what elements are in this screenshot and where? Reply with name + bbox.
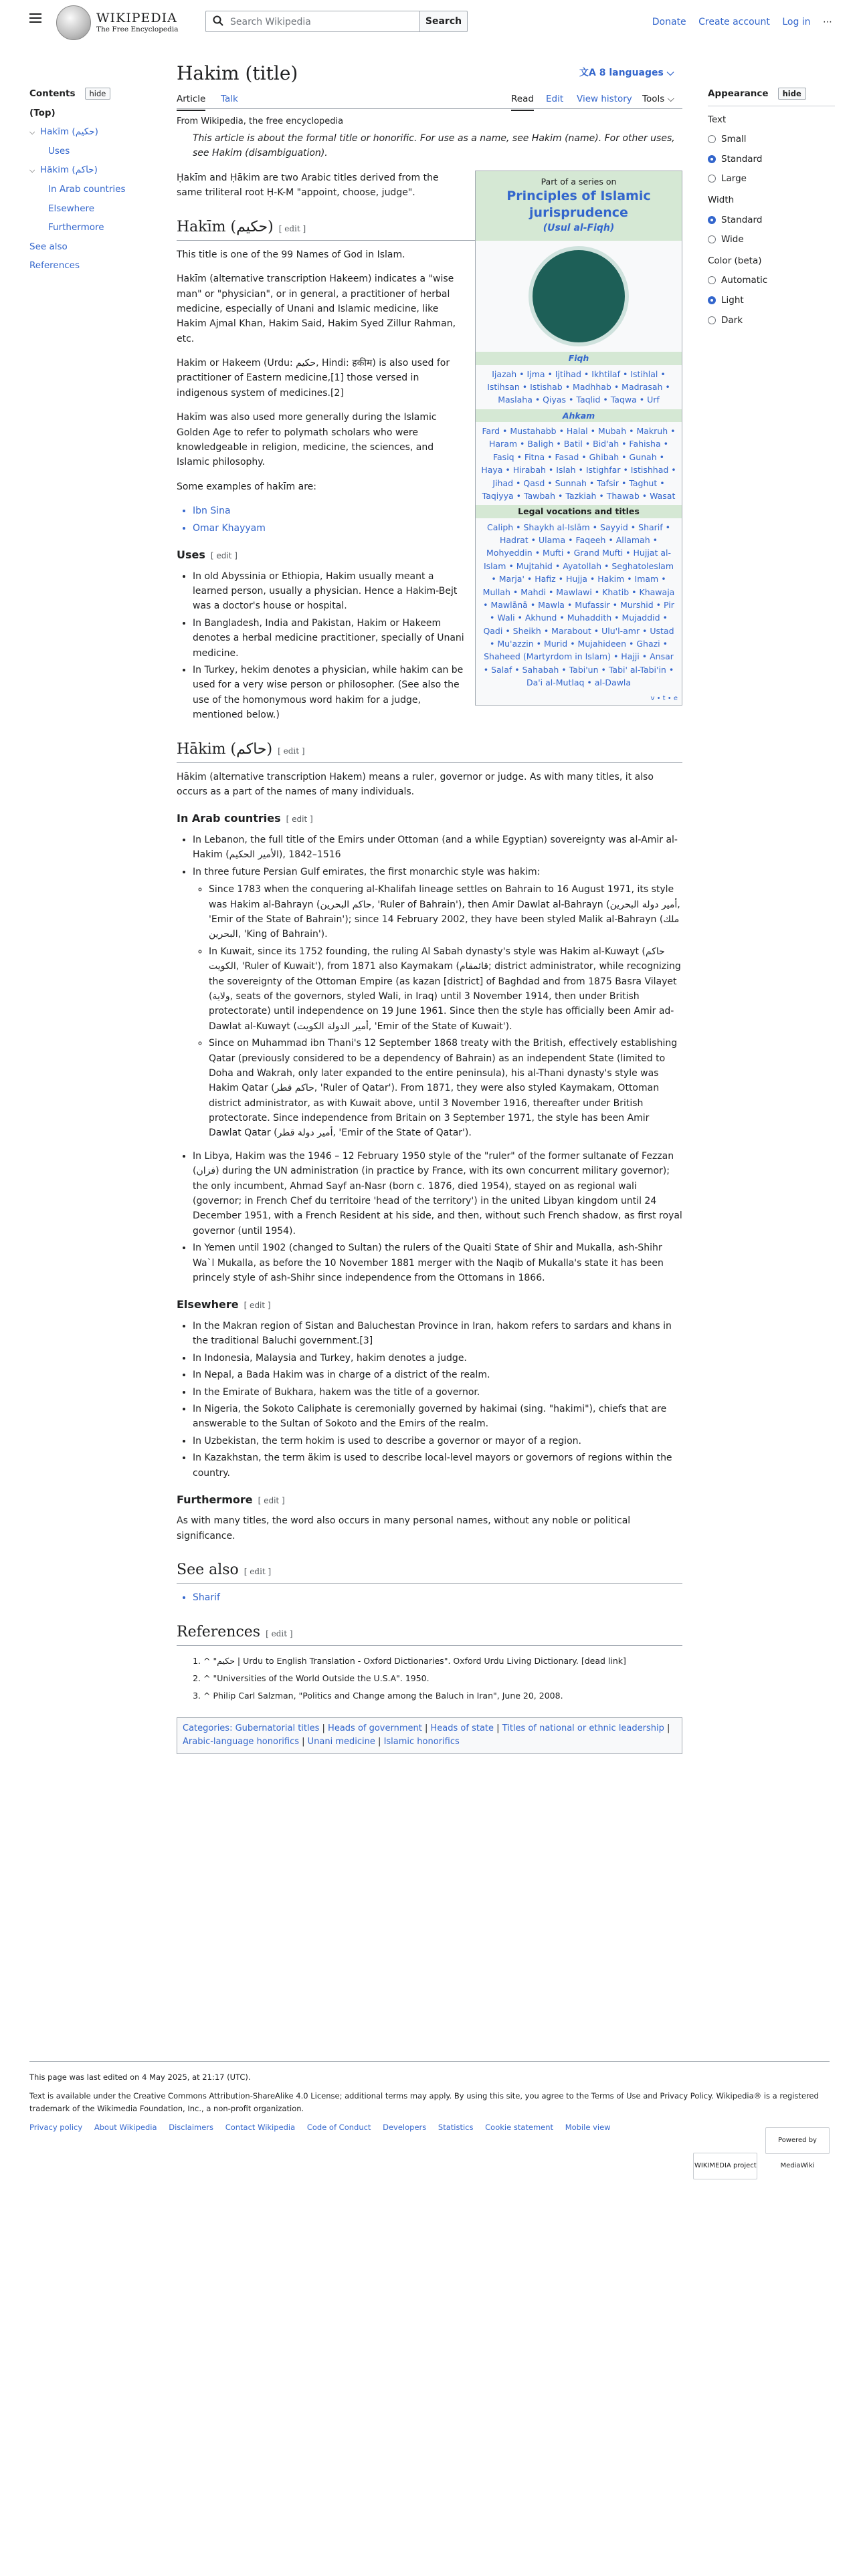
paragraph: As with many titles, the word also occurs in many personal names, without any noble or political significance. — [177, 1515, 631, 1541]
intro-paragraph: Ḥakīm and Ḥākim are two Arabic titles derived from the same triliteral root Ḥ-K-M "appoint, choose, judge". — [177, 172, 439, 199]
radio-icon[interactable] — [708, 296, 716, 304]
hatnote: This article is about the formal title or honorific. For use as a name, see Hakim (name). For other uses, see Hakim (disambiguation). — [193, 133, 675, 159]
main-menu-icon[interactable] — [29, 13, 41, 23]
mediawiki-badge[interactable]: Powered by MediaWiki — [765, 2127, 830, 2154]
heading-text: See also — [177, 1562, 239, 1579]
edit-section-link[interactable]: [ edit ] — [258, 1495, 285, 1505]
islamic-seal-image[interactable] — [529, 246, 629, 346]
infobox-vocations-heading: Legal vocations and titles — [476, 505, 682, 518]
option-label: Standard — [721, 214, 763, 225]
infobox-fiqh-heading[interactable]: Fiqh — [476, 352, 682, 364]
color-dark-option[interactable] — [708, 314, 835, 328]
gulf-list — [193, 882, 682, 1141]
heading-text: Elsewhere — [177, 1298, 239, 1311]
radio-icon[interactable] — [708, 276, 716, 284]
list-item — [193, 865, 682, 1141]
footer-link[interactable]: Contact Wikipedia — [225, 2123, 296, 2133]
heading-text: In Arab countries — [177, 812, 281, 825]
footer-link[interactable]: Mobile view — [565, 2123, 611, 2133]
search-icon — [213, 15, 223, 31]
language-button[interactable] — [579, 66, 674, 80]
radio-icon[interactable] — [708, 235, 716, 243]
heading-text: References — [177, 1623, 261, 1640]
wikipedia-tagline: The Free Encyclopedia — [96, 25, 179, 33]
reference-item[interactable]: 1. ^ "حکیم | Urdu to English Translation - Oxford Dictionaries". Oxford Urdu Living Dictionary. [dead link] — [203, 1654, 682, 1668]
category-link[interactable]: Gubernatorial titles — [235, 1723, 320, 1733]
chevron-down-icon: ⌵ — [667, 94, 674, 104]
language-count: 8 languages — [599, 68, 664, 78]
category-link[interactable]: Islamic honorifics — [383, 1737, 460, 1747]
toc-item-arab[interactable]: In Arab countries — [48, 183, 126, 195]
option-label: Wide — [721, 234, 744, 245]
list-item: • In the Emirate of Bukhara, hakem was the title of a governor. — [193, 1385, 682, 1400]
radio-icon[interactable] — [708, 216, 716, 224]
toc-item-hakim[interactable] — [29, 125, 150, 140]
arab-list — [177, 833, 682, 1285]
radio-icon[interactable] — [708, 175, 716, 183]
footer-link[interactable]: Code of Conduct — [306, 2123, 371, 2133]
footer-link[interactable]: Developers — [383, 2123, 427, 2133]
chevron-down-icon[interactable]: ⌵ — [29, 166, 35, 175]
section-heading-furthermore — [177, 1491, 682, 1509]
toc-item-see-also[interactable]: See also — [29, 241, 68, 252]
toc-hide-button[interactable]: hide — [85, 88, 111, 100]
site-sub: From Wikipedia, the free encyclopedia — [177, 116, 344, 126]
footer-link[interactable]: Disclaimers — [169, 2123, 214, 2133]
user-links — [643, 15, 832, 29]
tools-label: Tools — [642, 94, 665, 104]
appearance-title: Appearance — [708, 88, 769, 99]
radio-icon[interactable] — [708, 316, 716, 324]
heading-text: Hākim (حاكم) — [177, 740, 273, 758]
list-item[interactable]: • Sharif — [193, 1590, 682, 1605]
category-link[interactable]: Arabic-language honorifics — [183, 1737, 300, 1747]
more-options-icon[interactable]: ⋯ — [823, 17, 832, 27]
option-label: Standard — [721, 153, 763, 165]
list-item[interactable]: • Omar Khayyam — [193, 521, 682, 536]
search-form — [205, 11, 473, 32]
color-label: Color (beta) — [708, 255, 762, 266]
tab-talk[interactable]: Talk — [221, 94, 238, 104]
list-item: • In the Makran region of Sistan and Baluchestan Province in Iran, hakom refers to sardars and khans in the traditional Baluchi government.[3] — [193, 1319, 682, 1349]
option-label: Light — [721, 294, 744, 306]
tab-edit[interactable]: Edit — [546, 94, 564, 104]
toc-item-furthermore[interactable]: Furthermore — [48, 222, 104, 233]
infobox-title[interactable]: Principles of Islamic jurisprudence — [506, 189, 651, 220]
footer-link[interactable]: Privacy policy — [29, 2123, 83, 2133]
section-heading-elsewhere — [177, 1296, 682, 1313]
width-standard-option[interactable] — [708, 213, 835, 228]
list-item: • In Uzbekistan, the term hokim is used to describe a governor or mayor of a region. — [193, 1434, 682, 1448]
category-link[interactable]: Heads of state — [430, 1723, 494, 1733]
chevron-down-icon: ⌵ — [666, 68, 674, 78]
last-edited: This page was last edited on 4 May 2025, at 21:17 (UTC). — [29, 2072, 251, 2082]
infobox-vocations-list[interactable]: Caliph • Shaykh al-Islām • Sayyid • Sharif • Hadrat • Ulama • Faqeeh • Allamah • Mohyeddin • Mufti • Grand Mufti • Hujjat al-Islam • Mujtahid • Ayatollah • Seghatoleslam • Marja' • Hafiz • Hujja • Hakim • Imam • Mullah • Mahdi • Mawlawi • Khatib • Khawaja • Mawlānā • Mawla • Mufassir • Murshid • Pir • Wali • Akhund • Muhaddith • Mujaddid • Qadi • Sheikh • Marabout • Ulu'l-amr • Ustad • Mu'azzin • Murid • Mujahideen • Ghazi • Shaheed (Martyrdom in Islam) • Hajji • Ansar • Salaf • Sahabah • Tabi'un • Tabi' al-Tabi'in • Da'i al-Mutlaq • al-Dawla — [482, 522, 675, 688]
category-link[interactable]: Unani medicine — [307, 1737, 375, 1747]
radio-icon[interactable] — [708, 155, 716, 163]
toc-item-uses[interactable]: Uses — [48, 145, 70, 156]
text-small-option[interactable] — [708, 132, 835, 147]
category-link[interactable]: Titles of national or ethnic leadership — [502, 1723, 664, 1733]
footer-link[interactable]: About Wikipedia — [94, 2123, 157, 2133]
footer-link[interactable]: Statistics — [438, 2123, 474, 2133]
toc-item-references[interactable]: References — [29, 260, 80, 272]
toc-title: Contents — [29, 88, 76, 99]
section-heading-hakim2 — [177, 738, 682, 763]
edit-section-link[interactable]: [ edit ] — [286, 815, 313, 825]
search-button[interactable]: Search — [419, 11, 468, 32]
chevron-down-icon[interactable]: ⌵ — [29, 128, 35, 137]
language-icon: 文A — [579, 68, 599, 78]
paragraph: Hākim (alternative transcription Hakem) means a ruler, governor or judge. As with many titles, it also occurs as a part of the names of many individuals. — [177, 771, 654, 798]
option-label: Small — [721, 134, 747, 145]
reference-item[interactable]: 2. ^ "Universities of the World Outside the U.S.A". 1950. — [203, 1672, 682, 1685]
reference-item[interactable]: 3. ^ Philip Carl Salzman, "Politics and Change among the Baluch in Iran", June 20, 2008. — [203, 1689, 682, 1703]
toc-link[interactable]: Hakīm (حكيم) — [40, 126, 98, 138]
tab-view-history[interactable]: View history — [577, 94, 632, 104]
list-item: • In Lebanon, the full title of the Emirs under Ottoman (and a while Egyptian) sovereignty was al-Amir al-Hakim (الأمير الحكيم), 1516–1842 — [193, 833, 682, 863]
search-placeholder: Search Wikipedia — [230, 17, 311, 27]
color-automatic-option[interactable] — [708, 274, 835, 288]
color-light-option[interactable] — [708, 294, 835, 308]
category-link[interactable]: Heads of government — [328, 1723, 422, 1733]
infobox-header — [476, 171, 682, 241]
edit-section-link[interactable]: [ edit ] — [244, 1301, 271, 1311]
edit-section-link[interactable]: [ edit ] — [244, 1567, 272, 1577]
radio-icon[interactable] — [708, 135, 716, 143]
tab-read[interactable]: Read — [511, 92, 534, 111]
heading-text: Uses — [177, 548, 205, 561]
list-item: • In Kazakhstan, the term äkim is used to describe local-level mayors or governors of regions within the country. — [193, 1451, 682, 1481]
option-label: Automatic — [721, 275, 768, 286]
page-tabs — [177, 90, 682, 109]
series-infobox — [475, 171, 682, 706]
section-heading-references — [177, 1620, 682, 1646]
categories-label[interactable]: Categories: — [183, 1723, 233, 1733]
table-of-contents — [29, 87, 150, 274]
donate-link[interactable]: Donate — [652, 17, 686, 27]
page-footer — [29, 2061, 830, 2169]
list-item: • In Indonesia, Malaysia and Turkey, hakim denotes a judge. — [193, 1351, 682, 1366]
paragraph: This title is one of the 99 Names of God in Islam. — [177, 249, 405, 260]
paragraph: Some examples of hakīm are: — [177, 481, 316, 492]
list-item: • In Turkey, hekim denotes a physician, while hakim can be used for a very wise person or philosopher. (See also the use of the homonymous word hakim for a judge, mentioned below.) — [193, 663, 682, 723]
width-label: Width — [708, 194, 735, 205]
heading-text: Hakīm (حكيم) — [177, 218, 274, 235]
list-item: • In Libya, Hakim was the 1946 – 12 February 1950 style of the "ruler" of the former sultanate of Fezzan (فزان) during the UN administration (in practice by France, with its own concurrent military governor); the only incumbent, Ahmad Sayf an-Nasr (born c. 1876, died 1954), stayed on as regional wali (governor; in French Chef du territoire 'head of the territory') in the united Libyan kingdom until 24 December 1951, with a French Resident at his side, and then, without such French shadow, as first royal governor (until 1954). — [193, 1149, 682, 1239]
list-item: • In Yemen until 1902 (changed to Sultan) the rulers of the Quaiti State of Shir and Mukalla, ash-Shihr Wa`l Mukalla, as before the 10 November 1881 merger with the Naqib of Mukalla's state it has been princely style of ash-Shihr since independence from the Ottomans in 1866. — [193, 1241, 682, 1285]
appearance-panel — [708, 87, 835, 328]
infobox-part-of: Part of a series on — [541, 176, 617, 187]
license-text: Text is available under the Creative Commons Attribution-ShareAlike 4.0 License; additional terms may apply. By using this site, you agree to the Terms of Use and Privacy Policy. Wikipedia® is a registered trademark of the Wikimedia Foundation, Inc., a non-profit organization. — [29, 2091, 819, 2113]
text-size-label: Text — [708, 114, 727, 125]
site-header — [0, 0, 859, 44]
list-item: ◦ In Kuwait, since its 1752 founding, the ruling Al Sabah dynasty's style was Hakim al-Kuwayt (حاكم الكويت, 'Ruler of Kuwait'), from 1871 also Kaymakam (قائمقام; district administrator, while recognizing the sovereignty of the Ottoman Empire (as kazan [district] of Baghdad and from 1875 Basra Vilayet (ولاية, seats of the governors, styled Wali, in Iraq) until 3 November 1914, then under British protectorate) until independence on 19 June 1961. Since then the style has officially been Amir ad-Dawlat al-Kuwayt (أمير الدولة الكويت, 'Emir of the State of Kuwait'). — [209, 944, 682, 1034]
toc-link[interactable]: Hākim (حاكم) — [40, 165, 98, 176]
section-heading-see-also — [177, 1558, 682, 1584]
article-body — [177, 131, 682, 1754]
list-item: • In Nigeria, the Sokoto Caliphate is ceremonially governed by hakimai (sing. "hakimi"), chiefs that are answerable to the Sultan of Sokoto and the Emirs of the realm. — [193, 1402, 682, 1432]
toc-item-top[interactable]: (Top) — [29, 107, 56, 118]
search-input[interactable] — [205, 11, 421, 32]
list-item: ◦ Since on Muhammad ibn Thani's 12 September 1868 treaty with the British, effectively establishing Qatar (previously considered to be a dependency of Bahrain) as an independent State (limited to Doha and Wakrah, only later expanded to the entire peninsula), his al-Thani dynasty's style was Hakim Qatar (حاكم قطر, 'Ruler of Qatar'). From 1871, they were also styled Kaymakam, Ottoman district administrator, as with Kuwait above, until 3 November 1916, thereafter under British protectorate. Since independence from Britain on 3 September 1971, the style has been Amir Dawlat Qatar (أمير دولة قطر, 'Emir of the State of Qatar'). — [209, 1036, 682, 1141]
option-label: Large — [721, 173, 747, 185]
appearance-hide-button[interactable]: hide — [778, 88, 806, 100]
category-box: Categories: Gubernatorial titles | Heads of government | Heads of state | Titles of national or ethnic leadership | Arabic-language honorifics | Unani medicine | Islamic honorifics — [177, 1717, 682, 1755]
infobox-fiqh-list[interactable]: Ijazah • Ijma • Ijtihad • Ikhtilaf • Istihlal • Istihsan • Istishab • Madhhab • Madrasah • Maslaha • Qiyas • Taqlid • Taqwa • Urf — [487, 368, 670, 405]
wikipedia-wordmark[interactable]: WIKIPEDIA — [96, 11, 177, 25]
infobox-ahkam-heading[interactable]: Ahkam — [476, 409, 682, 422]
edit-section-link[interactable]: [ edit ] — [278, 746, 305, 756]
elsewhere-list — [177, 1319, 682, 1481]
option-label: Dark — [721, 314, 743, 326]
edit-section-link[interactable]: [ edit ] — [210, 551, 237, 560]
infobox-ahkam-list[interactable]: Fard • Mustahabb • Halal • Mubah • Makruh • Haram • Baligh • Batil • Bid'ah • Fahisha • Fasiq • Fitna • Fasad • Ghibah • Gunah • Haya • Hirabah • Islah • Istighfar • Istishhad • Jihad • Qasd • Sunnah • Tafsir • Taghut • Taqiyya • Tawbah • Tazkiah • Thawab • Wasat — [481, 426, 676, 501]
edit-section-link[interactable]: [ edit ] — [278, 223, 306, 233]
tab-tools[interactable] — [642, 92, 674, 107]
paragraph: Hakim or Hakeem (Urdu: حکیم, Hindi: हकीम) is also used for practitioner of Eastern medicine,[1] those versed in indigenous system of medicines.[2] — [177, 358, 450, 399]
wikimedia-badge[interactable]: WIKIMEDIA project — [693, 2153, 757, 2179]
see-also-list — [177, 1590, 682, 1605]
section-heading-arab — [177, 810, 682, 827]
login-link[interactable]: Log in — [782, 17, 811, 27]
tab-article[interactable]: Article — [177, 92, 205, 111]
footer-link[interactable]: Cookie statement — [485, 2123, 554, 2133]
toc-item-hakim2[interactable] — [29, 163, 150, 178]
infobox-subtitle[interactable]: (Usul al-Fiqh) — [543, 222, 615, 233]
width-wide-option[interactable] — [708, 233, 835, 247]
list-item[interactable]: • Ibn Sina — [193, 504, 682, 518]
list-item-text: In three future Persian Gulf emirates, the first monarchic style was hakim: — [193, 866, 541, 877]
paragraph: Hakīm (alternative transcription Hakeem) indicates a "wise man" or "physician", or in general, a practitioner of herbal medicine, especially of Unani and Islamic medicine, like Hakim Ajmal Khan, Hakim Said, Hakim Syed Zillur Rahman, etc. — [177, 274, 456, 344]
list-item: • In Nepal, a Bada Hakim was in charge of a district of the realm. — [193, 1368, 682, 1382]
reference-list — [177, 1654, 682, 1703]
edit-section-link[interactable]: [ edit ] — [266, 1628, 293, 1638]
create-account-link[interactable]: Create account — [698, 17, 770, 27]
text-standard-option[interactable] — [708, 152, 835, 167]
heading-text: Furthermore — [177, 1493, 253, 1506]
list-item: • In old Abyssinia or Ethiopia, Hakim usually meant a learned person, usually a physician. Hence a Hakim-Bejt was a doctor's house or hospital. — [193, 569, 682, 614]
toc-item-elsewhere[interactable]: Elsewhere — [48, 203, 95, 214]
list-item: ◦ Since 1783 when the conquering al-Khalifah lineage settles on Bahrain to 16 August 1971, its style was Hakim al-Bahrayn (حاكم البحرين, 'Ruler of Bahrain'), then Amir Dawlat al-Bahrayn (أمير دولة البحرين, 'Emir of the State of Bahrain'); since 14 February 2002, they have been styled Malik al-Bahrayn (ملك البحرين, 'King of Bahrain'). — [209, 882, 682, 942]
list-item: • In Bangladesh, India and Pakistan, Hakim or Hakeem denotes a herbal medicine practitioner, specially of Unani medicine. — [193, 616, 682, 661]
footer-badges — [688, 2127, 830, 2179]
infobox-vte[interactable]: v • t • e — [650, 694, 678, 702]
page-title: Hakim (title) — [177, 62, 298, 84]
text-large-option[interactable] — [708, 172, 835, 187]
paragraph: Hakīm was also used more generally during the Islamic Golden Age to refer to polymath scholars who were knowledgeable in religion, medicine, the sciences, and Islamic philosophy. — [177, 412, 437, 468]
wikipedia-globe-logo[interactable] — [56, 5, 91, 40]
